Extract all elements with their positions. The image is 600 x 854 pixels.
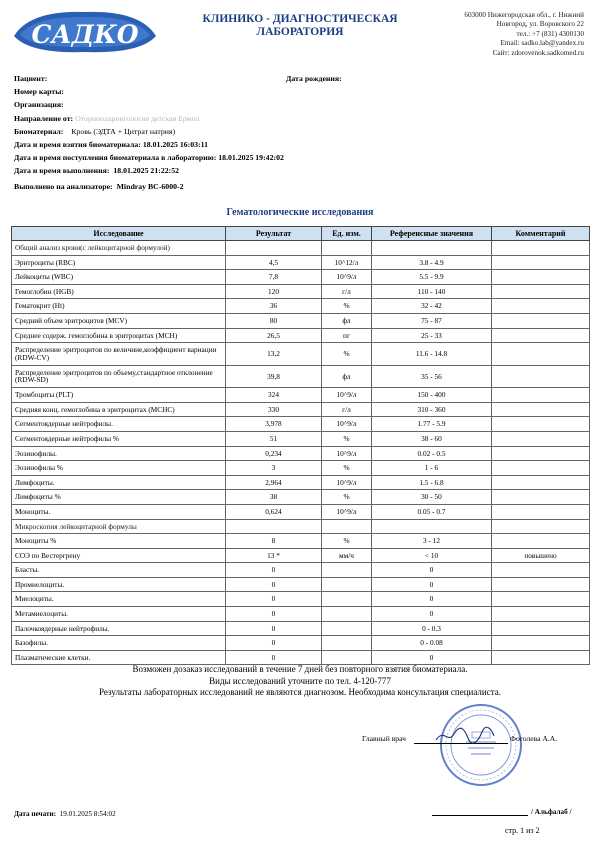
cell-result: 36 — [226, 299, 322, 314]
cell-reference: 0.05 - 0.7 — [372, 504, 492, 519]
table-header-row — [12, 227, 590, 241]
cell-comment — [492, 284, 590, 299]
cell-test-name: Моноциты. — [12, 504, 226, 519]
lab-title-line2: ЛАБОРАТОРИЯ — [256, 26, 344, 38]
table-row — [12, 577, 590, 592]
alphalab-label: / Альфалаб / — [531, 808, 572, 816]
table-row — [12, 563, 590, 578]
header-result: Результат — [226, 227, 322, 241]
received-label: Дата и время поступления биоматериала в лабораторию: — [14, 153, 217, 163]
handwritten-signature — [434, 726, 496, 746]
table-row — [12, 284, 590, 299]
cell-unit: фл — [322, 313, 372, 328]
cell-test-name: Метамиелоциты. — [12, 607, 226, 622]
lab-title — [180, 13, 420, 39]
cell-result: 3,978 — [226, 417, 322, 432]
dob-label: Дата рождения: — [286, 74, 342, 83]
cell-comment — [492, 607, 590, 622]
analyzer-value: Mindray BC-6000-2 — [116, 181, 184, 191]
cell-unit: % — [322, 299, 372, 314]
received-value: 18.01.2025 19:42:02 — [218, 153, 284, 163]
cell-unit: % — [322, 431, 372, 446]
cell-comment — [492, 299, 590, 314]
cell-result: 38 — [226, 490, 322, 505]
cell-reference: 3 - 12 — [372, 534, 492, 549]
table-row — [12, 636, 590, 651]
table-group-row — [12, 519, 590, 534]
cell-test-name: Сегментоядерные нейтрофилы % — [12, 431, 226, 446]
cell-unit: 10^9/л — [322, 388, 372, 403]
cell-unit — [322, 607, 372, 622]
cell-comment — [492, 563, 590, 578]
patient-info — [14, 72, 586, 193]
taken-value: 18.01.2025 16:03:11 — [142, 139, 209, 149]
cell-test-name: Гемоглобин (HGB) — [12, 284, 226, 299]
cell-result: 7,8 — [226, 270, 322, 285]
cell-comment — [492, 270, 590, 285]
table-row — [12, 446, 590, 461]
svg-text:САДКО: САДКО — [31, 20, 139, 49]
direction-value: Оториноларингология детская Ермол — [75, 113, 200, 123]
cell-result: 0,234 — [226, 446, 322, 461]
table-row — [12, 402, 590, 417]
cell-comment — [492, 490, 590, 505]
page-number: стр. 1 из 2 — [505, 826, 540, 835]
header-unit: Ед. изм. — [322, 227, 372, 241]
cell-result: 39,8 — [226, 365, 322, 388]
table-row — [12, 365, 590, 388]
cell-comment — [492, 328, 590, 343]
cell-reference: 3.8 - 4.9 — [372, 255, 492, 270]
print-value: 19.01.2025 8:54:02 — [59, 810, 116, 818]
cell-test-name: Бласты. — [12, 563, 226, 578]
cell-comment — [492, 402, 590, 417]
cell-reference: 1 - 6 — [372, 461, 492, 476]
section-title: Гематологические исследования — [226, 207, 374, 218]
cell-result: 51 — [226, 431, 322, 446]
cell-test-name: Среднее содерж. гемоглобина в эритроцитах (MCH) — [12, 328, 226, 343]
cell-unit: 10^12/л — [322, 255, 372, 270]
cell-unit: 10^9/л — [322, 504, 372, 519]
table-group-row — [12, 241, 590, 256]
done-value: 18.01.2025 21:22:52 — [113, 166, 180, 176]
received-row — [14, 151, 586, 164]
cell-reference: < 10 — [372, 548, 492, 563]
doctor-role: Главный врач — [362, 734, 406, 743]
cell-comment — [492, 388, 590, 403]
analyzer-label: Выполнено на анализаторе: — [14, 181, 113, 191]
cell-comment — [492, 592, 590, 607]
table-row — [12, 343, 590, 366]
lab-title-line1: КЛИНИКО - ДИАГНОСТИЧЕСКАЯ — [202, 13, 398, 25]
cell-unit: % — [322, 534, 372, 549]
cell-reference: 0.02 - 0.5 — [372, 446, 492, 461]
cell-comment — [492, 343, 590, 366]
patient-row — [14, 72, 586, 85]
cell-comment — [492, 475, 590, 490]
contact-address-2: Новгород, ул. Воровского 22 — [496, 20, 584, 29]
table-row — [12, 388, 590, 403]
cell-test-name: Гематокрит (Ht) — [12, 299, 226, 314]
cell-result: 120 — [226, 284, 322, 299]
cell-result: 324 — [226, 388, 322, 403]
cell-reference: 150 - 400 — [372, 388, 492, 403]
cell-reference: 1.5 - 6.8 — [372, 475, 492, 490]
cell-reference: 0 — [372, 563, 492, 578]
table-row — [12, 650, 590, 665]
cell-result: 26,5 — [226, 328, 322, 343]
cell-reference: 30 - 50 — [372, 490, 492, 505]
card-row — [14, 85, 586, 98]
done-label: Дата и время выполнения: — [14, 166, 110, 176]
table-row — [12, 461, 590, 476]
cell-comment — [492, 365, 590, 388]
cell-result: 0 — [226, 650, 322, 665]
table-row — [12, 534, 590, 549]
cell-comment — [492, 255, 590, 270]
note-reorder: Возможен дозаказ исследований в течение 7 дней без повторного взятия биоматериала. — [132, 664, 468, 674]
cell-result: 0 — [226, 607, 322, 622]
cell-reference: 0 — [372, 607, 492, 622]
print-date — [14, 810, 116, 818]
cell-test-name: Миелоциты. — [12, 592, 226, 607]
biomaterial-value: Кровь (ЭДТА + Цитрат натрия) — [71, 126, 176, 136]
header-test: Исследование — [12, 227, 226, 241]
cell-unit: % — [322, 461, 372, 476]
table-row — [12, 504, 590, 519]
cell-comment — [492, 650, 590, 665]
contact-email: Email: sadko.lab@yandex.ru — [500, 39, 584, 48]
patient-label: Пациент: — [14, 74, 48, 83]
cell-unit: г/л — [322, 284, 372, 299]
cell-reference: 110 - 140 — [372, 284, 492, 299]
cell-reference: 38 - 60 — [372, 431, 492, 446]
cell-unit: % — [322, 490, 372, 505]
cell-reference: 75 - 87 — [372, 313, 492, 328]
cell-comment — [492, 504, 590, 519]
taken-label: Дата и время взятия биоматериала: — [14, 139, 141, 149]
cell-result — [226, 519, 322, 534]
cell-result: 13,2 — [226, 343, 322, 366]
cell-comment — [492, 577, 590, 592]
table-body — [12, 241, 590, 665]
cell-unit: мм/ч — [322, 548, 372, 563]
cell-comment — [492, 519, 590, 534]
cell-comment — [492, 461, 590, 476]
cell-result: 80 — [226, 313, 322, 328]
doctor-name: Фоголева А.А. — [510, 734, 558, 743]
org-label: Организация: — [14, 100, 64, 110]
cell-result — [226, 241, 322, 256]
biomaterial-label: Биоматериал: — [14, 126, 64, 136]
table-row — [12, 621, 590, 636]
cell-test-name: Сегментоядерные нейтрофилы. — [12, 417, 226, 432]
cell-unit: фл — [322, 365, 372, 388]
cell-test-name: Общий анализ крови(с лейкоцитарной формулой) — [12, 241, 226, 256]
table-row — [12, 328, 590, 343]
cell-unit — [322, 519, 372, 534]
cell-result: 0 — [226, 577, 322, 592]
header-comment: Комментарий — [492, 227, 590, 241]
cell-unit: г/л — [322, 402, 372, 417]
cell-result: 0 — [226, 621, 322, 636]
table-row — [12, 417, 590, 432]
direction-label: Направление от: — [14, 113, 74, 123]
footer-notes — [0, 664, 600, 699]
cell-unit — [322, 621, 372, 636]
cell-comment — [492, 431, 590, 446]
table-row — [12, 607, 590, 622]
cell-test-name: Лейкоциты (WBC) — [12, 270, 226, 285]
cell-result: 0 — [226, 592, 322, 607]
cell-result: 2,964 — [226, 475, 322, 490]
taken-row — [14, 138, 586, 151]
cell-unit — [322, 592, 372, 607]
cell-unit: пг — [322, 328, 372, 343]
cell-result: 0 — [226, 636, 322, 651]
print-label: Дата печати: — [14, 810, 57, 818]
cell-test-name: Эозинофилы % — [12, 461, 226, 476]
cell-comment — [492, 636, 590, 651]
org-row — [14, 98, 586, 111]
cell-unit: 10^9/л — [322, 475, 372, 490]
cell-comment — [492, 241, 590, 256]
header-reference: Референсные значения — [372, 227, 492, 241]
signature-block — [362, 730, 572, 750]
cell-comment — [492, 621, 590, 636]
analyzer-row — [14, 180, 586, 193]
cell-test-name: Средняя конц. гемоглобина в эритроцитах (MCHC) — [12, 402, 226, 417]
cell-test-name: Эозинофилы. — [12, 446, 226, 461]
table-row — [12, 431, 590, 446]
cell-reference: 0 - 0.3 — [372, 621, 492, 636]
cell-comment — [492, 417, 590, 432]
table-row — [12, 270, 590, 285]
note-phone: Виды исследований уточните по тел. 4-120-777 — [209, 675, 391, 686]
cell-unit — [322, 563, 372, 578]
cell-test-name: Распределение эритроцитов по объему,стандартное отклонение (RDW-SD) — [12, 365, 226, 388]
cell-unit: 10^9/л — [322, 417, 372, 432]
cell-comment: повышено — [492, 548, 590, 563]
cell-test-name: Плазматические клетки. — [12, 650, 226, 665]
cell-unit: % — [322, 343, 372, 366]
table-row — [12, 490, 590, 505]
card-label: Номер карты: — [14, 87, 64, 97]
cell-reference — [372, 241, 492, 256]
cell-test-name: Базофилы. — [12, 636, 226, 651]
cell-comment — [492, 446, 590, 461]
contact-site: Сайт: zdorovenok.sadkomed.ru — [492, 48, 584, 57]
alphalab-line — [432, 806, 528, 816]
cell-result: 13 * — [226, 548, 322, 563]
cell-test-name: Тромбоциты (PLT) — [12, 388, 226, 403]
cell-unit: 10^9/л — [322, 270, 372, 285]
cell-test-name: Лимфоциты % — [12, 490, 226, 505]
cell-unit — [322, 577, 372, 592]
cell-reference — [372, 519, 492, 534]
cell-reference: 11.6 - 14.8 — [372, 343, 492, 366]
table-row — [12, 592, 590, 607]
cell-reference: 0 — [372, 592, 492, 607]
cell-unit — [322, 650, 372, 665]
cell-test-name: Средний объем эритроцитов (MCV) — [12, 313, 226, 328]
cell-reference: 5.5 - 9.9 — [372, 270, 492, 285]
note-disclaimer: Результаты лабораторных исследований не являются диагнозом. Необходима консультация специалиста. — [98, 687, 502, 697]
cell-test-name: Микроскопия лейкоцитарной формулы — [12, 519, 226, 534]
contact-address-1: 603000 Нижегородская обл., г. Нижний — [464, 11, 584, 19]
cell-reference: 32 - 42 — [372, 299, 492, 314]
table-row — [12, 475, 590, 490]
cell-comment — [492, 534, 590, 549]
cell-test-name: Моноциты % — [12, 534, 226, 549]
direction-row — [14, 112, 586, 125]
cell-reference: 0 — [372, 577, 492, 592]
cell-test-name: Палочкоядерные нейтрофилы. — [12, 621, 226, 636]
cell-test-name: Промиелоциты. — [12, 577, 226, 592]
cell-reference: 35 - 56 — [372, 365, 492, 388]
cell-unit — [322, 636, 372, 651]
cell-result: 0 — [226, 563, 322, 578]
biomaterial-row — [14, 125, 586, 138]
cell-reference: 0 — [372, 650, 492, 665]
cell-unit: 10^9/л — [322, 446, 372, 461]
cell-unit — [322, 241, 372, 256]
cell-result: 0,624 — [226, 504, 322, 519]
cell-test-name: Распределение эритроцитов по величине,коэффициент вариации (RDW-CV) — [12, 343, 226, 366]
table-row — [12, 548, 590, 563]
cell-comment — [492, 313, 590, 328]
sadko-logo — [10, 6, 160, 56]
cell-result: 8 — [226, 534, 322, 549]
cell-result: 4,5 — [226, 255, 322, 270]
table-row — [12, 255, 590, 270]
contact-phone: тел.: +7 (831) 4300130 — [516, 29, 584, 38]
table-row — [12, 313, 590, 328]
cell-reference: 310 - 360 — [372, 402, 492, 417]
cell-test-name: СОЭ по Вестергрену — [12, 548, 226, 563]
cell-test-name: Эритроциты (RBC) — [12, 255, 226, 270]
cell-reference: 1.77 - 5.9 — [372, 417, 492, 432]
cell-result: 3 — [226, 461, 322, 476]
results-table — [11, 226, 590, 665]
table-row — [12, 299, 590, 314]
cell-test-name: Лимфоциты. — [12, 475, 226, 490]
done-row — [14, 164, 586, 177]
cell-reference: 25 - 33 — [372, 328, 492, 343]
cell-result: 330 — [226, 402, 322, 417]
lab-contacts — [394, 11, 584, 58]
cell-reference: 0 - 0.08 — [372, 636, 492, 651]
